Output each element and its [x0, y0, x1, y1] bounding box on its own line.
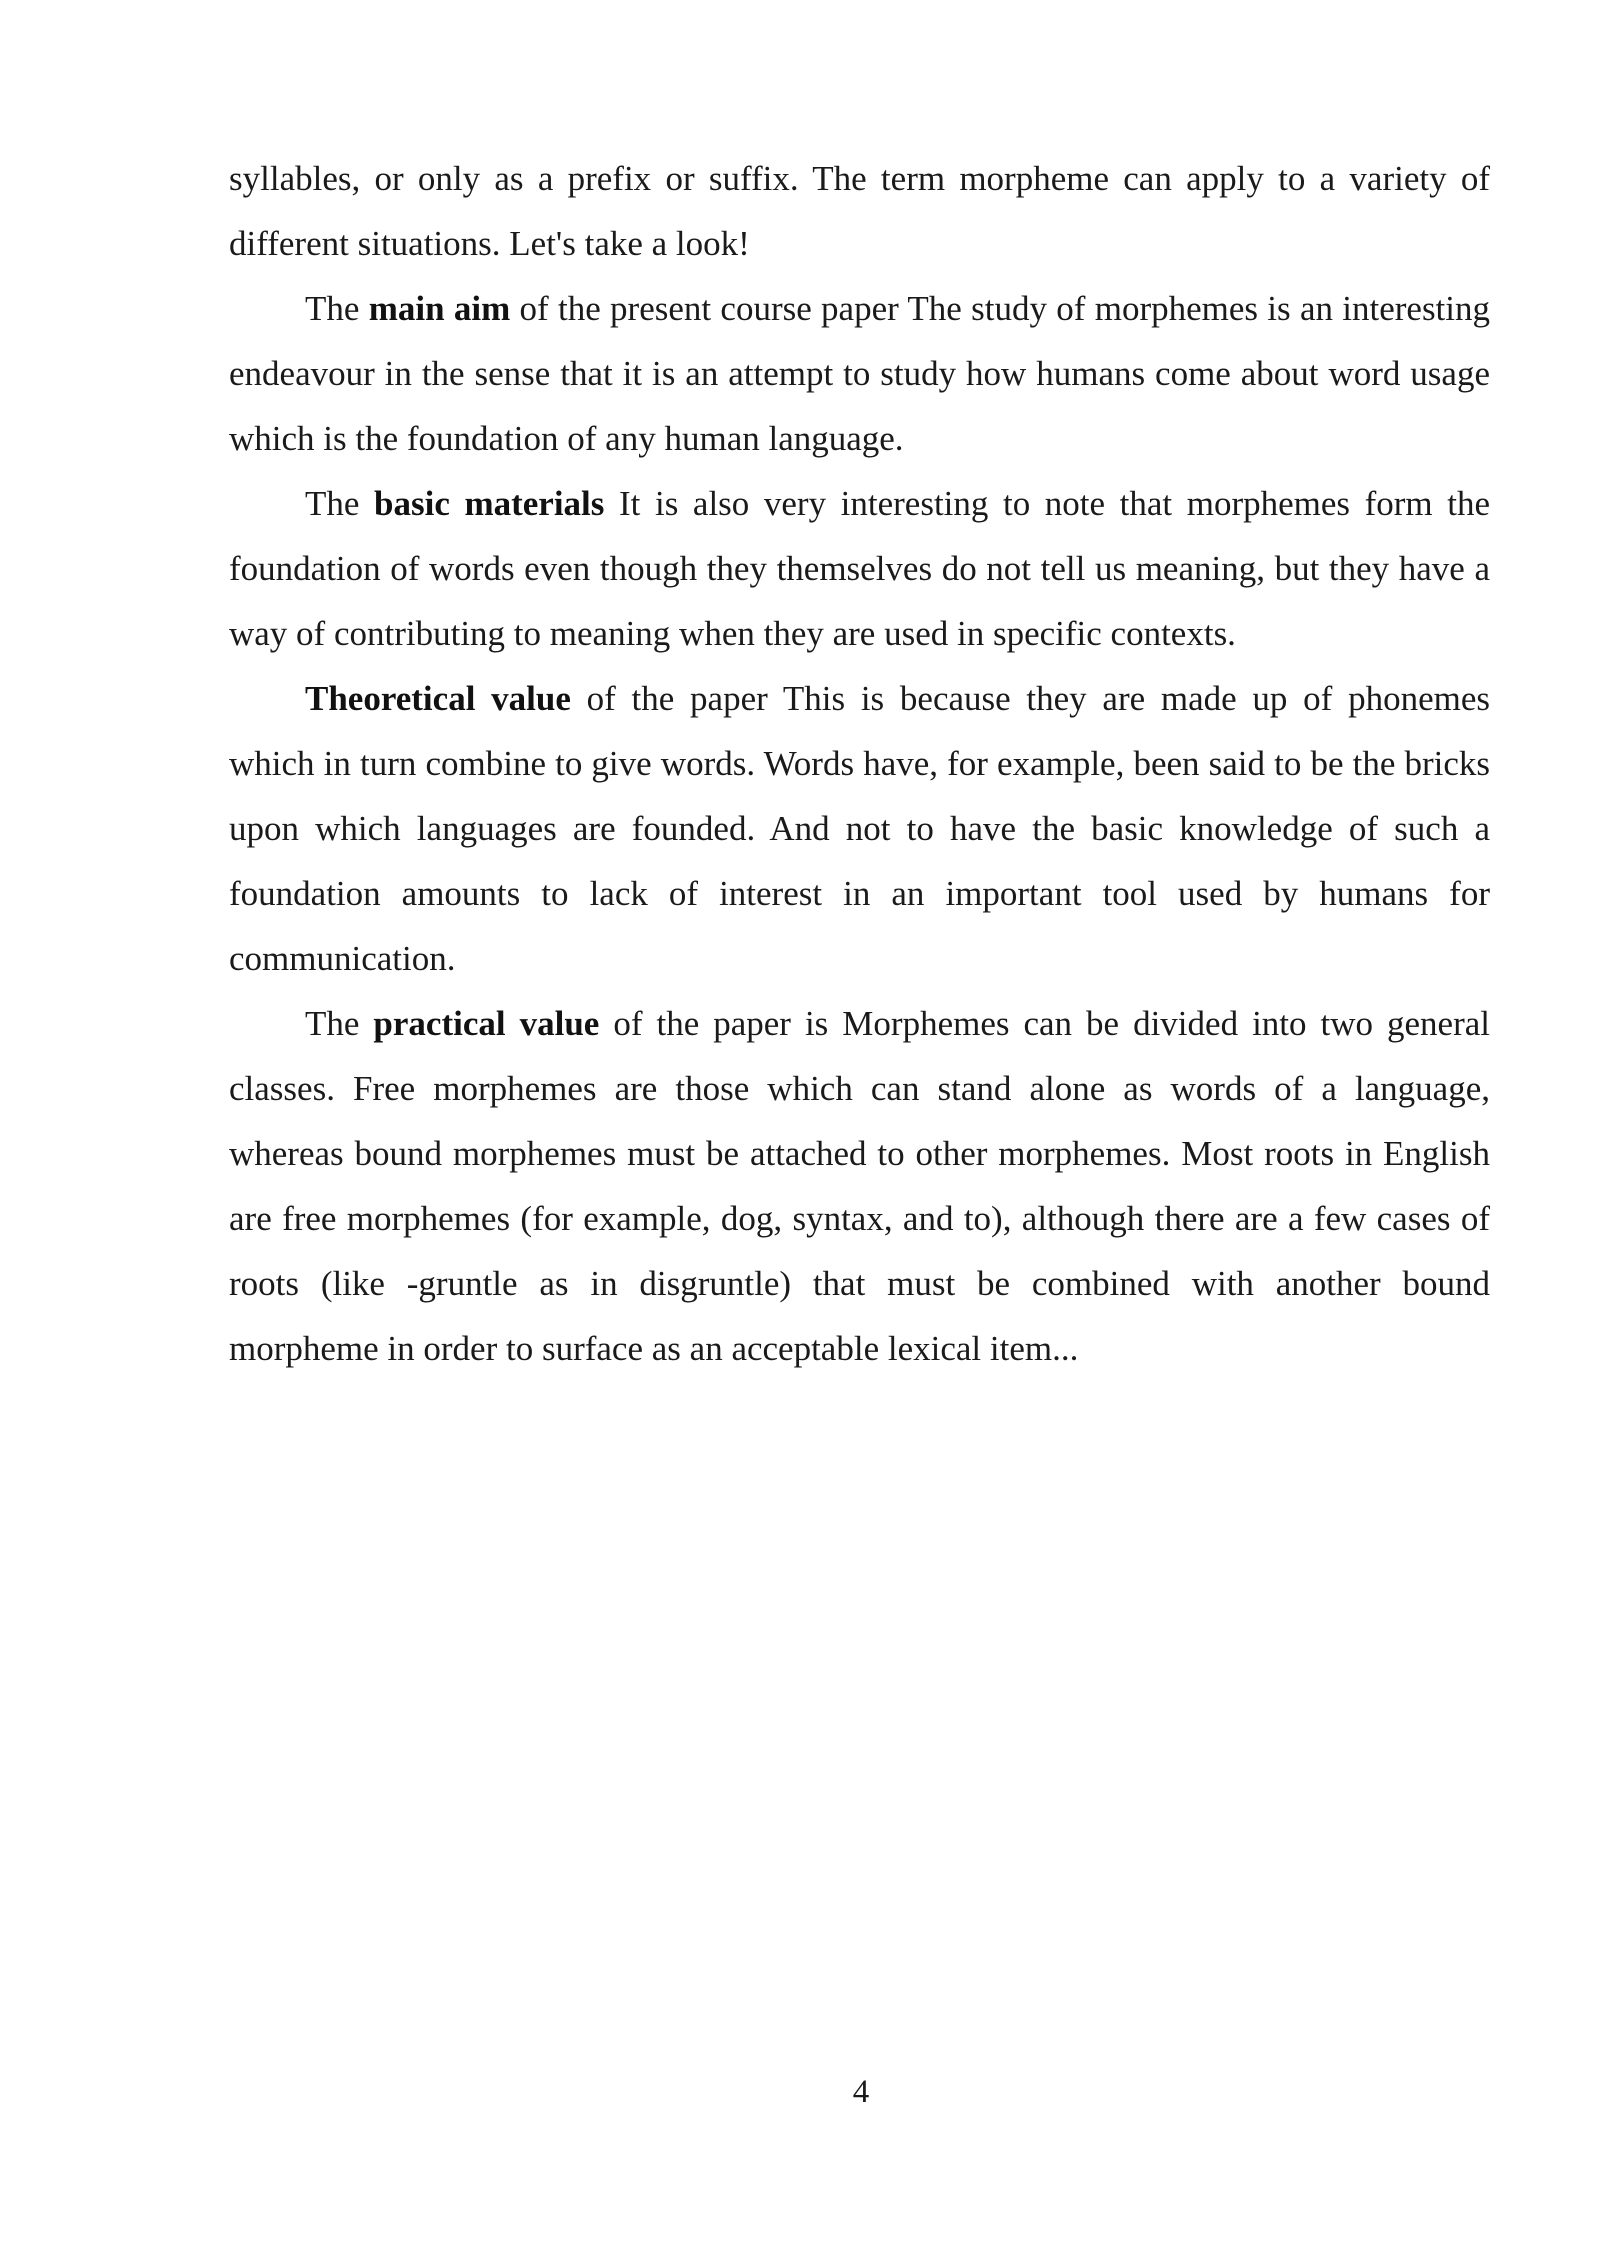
paragraph-continuation — [229, 146, 1490, 276]
paragraph-lead: The — [305, 1004, 374, 1043]
document-body — [229, 146, 1490, 1381]
paragraph-practical-value — [229, 991, 1490, 1381]
bold-term-practical-value: practical value — [373, 1004, 600, 1043]
paragraph-theoretical-value — [229, 666, 1490, 991]
paragraph-lead: The — [305, 289, 369, 328]
bold-term-main-aim: main aim — [368, 289, 511, 328]
bold-term-basic-materials: basic materials — [374, 484, 605, 523]
page-number: 4 — [852, 2074, 870, 2110]
bold-term-theoretical-value: Theoretical value — [305, 679, 571, 718]
paragraph-text: syllables, or only as a prefix or suffix. The term morpheme can apply to a variety of different situations. Let's take a look! — [229, 159, 1490, 263]
paragraph-main-aim — [229, 276, 1490, 471]
paragraph-text: of the present course paper The study of morphemes is an interesting endeavour in the sense that it is an attempt to study how humans come about word usage which is the foundation of any human language. — [229, 289, 1491, 458]
paragraph-lead: The — [305, 484, 375, 523]
paragraph-text: of the paper is Morphemes can be divided into two general classes. Free morphemes are those which can stand alone as words of a language, whereas bound morphemes must be attached to other morphemes. Most roots in English are free morphemes (for example, dog, syntax, and to), although there are a few cases of roots (like -gruntle as in disgruntle) that must be combined with another bound morpheme in order to surface as an acceptable lexical item... — [229, 1004, 1490, 1368]
paragraph-text: of the paper This is because they are made up of phonemes which in turn combine to give words. Words have, for example, been said to be the bricks upon which languages are founded. And not to have the basic knowledge of such a foundation amounts to lack of interest in an important tool used by humans for communication. — [229, 679, 1490, 978]
paragraph-basic-materials — [229, 471, 1490, 666]
paragraph-text: It is also very interesting to note that morphemes form the foundation of words even though they themselves do not tell us meaning, but they have a way of contributing to meaning when they are used in specific contexts. — [229, 484, 1490, 653]
